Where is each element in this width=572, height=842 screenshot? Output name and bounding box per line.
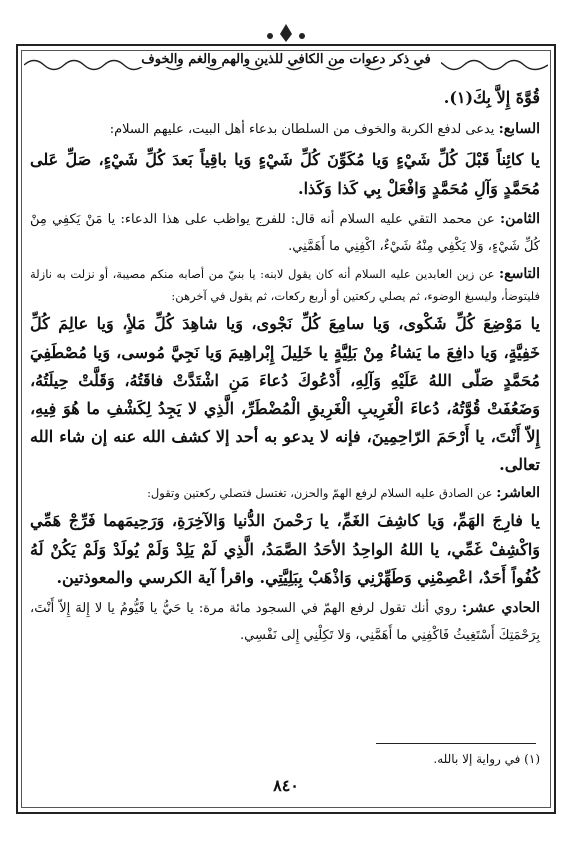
paragraph (30, 116, 540, 143)
paragraph-text: قُوَّةَ إِلاَّ بِكَ(١). (443, 88, 540, 107)
paragraph-text: عن الصادق عليه السلام لرفع الهمّ والحزن، تغتسل فتصلي ركعتين وتقول: (147, 486, 493, 500)
paragraph-text: يا كائِناً قَبْلَ كُلِّ شَيْءٍ وَيا مُكَوِّنَ كُلِّ شَيْءٍ وَيا باقِياً بَعدَ كُلِّ شَيْءٍ، صَلِّ عَلى مُحَمَّدٍ وَآلِ مُحَمَّدٍ وَافْعَلْ بِي كَذا وَكَذا. (30, 150, 540, 198)
paragraph-lead: الثامن: (500, 211, 540, 227)
running-header (24, 46, 548, 76)
footnote-separator (376, 743, 536, 744)
paragraph-text: يا فارِجَ الهَمِّ، وَيا كاشِفَ الغَمِّ، يا رَحْمنَ الدُّنيا وَالآخِرَةِ، وَرَحِيمَهما فَرِّجْ هَمِّي وَاكْشِفْ غَمِّي، يا اللهُ الواحِدُ الأحَدُ الصَّمَدُ، الَّذِي لَمْ يَلِدْ وَلَمْ يُولَدْ وَلَمْ يَكُنْ لَهُ كُفُواً أَحَدٌ، اعْصِمْنِي وَطَهِّرْنِي وَاذْهَبْ بِبَلِيَّتِي. واقرأ آية الكرسي والمعوذتين. (30, 511, 540, 587)
paragraph (30, 310, 540, 479)
paragraph (30, 206, 540, 260)
footnote: (١) في رواية إلا بالله. (433, 752, 540, 766)
paragraph-text: روي أنك تقول لرفع الهمّ في السجود مائة مرة: يا حَيُّ يا قَيُّومُ يا لا إِلهَ إِلاّ أَنْتَ، بِرَحْمَتِكَ أَسْتَغِيثُ فَاكْفِنِي ما أَهَمَّنِي، وَلا تَكِلْنِي إِلى نَفْسِي. (30, 601, 540, 643)
paragraph-lead: العاشر: (496, 485, 540, 501)
header-title: في ذكر دعوات من الكافي للذين والهم والغم والخوف (131, 52, 440, 67)
paragraph (30, 507, 540, 592)
top-ornament-icon (262, 22, 310, 44)
paragraph-lead: الحادي عشر: (461, 600, 540, 616)
paragraph-text: عن محمد التقي عليه السلام أنه قال: للفرج يواظب على هذا الدعاء: يا مَنْ يَكفِي مِنْ كُلِّ شَيْءٍ، وَلا يَكْفِي مِنْهُ شَيْءٌ، اكْفِنِي ما أَهَمَّنِي. (30, 212, 540, 254)
paragraph (30, 482, 540, 504)
paragraph (30, 84, 540, 113)
paragraph-text: يدعى لدفع الكربة والخوف من السلطان بدعاء أهل البيت، عليهم السلام: (109, 122, 495, 137)
paragraph (30, 595, 540, 649)
paragraph-text: عن زين العابدين عليه السلام أنه كان يقول لابنه: يا بنيّ من أصابه منكم مصيبة، أو نزلت به نازلة فليتوضأ، وليسبغ الوضوء، ثم يصلي ركعتين أو أربع ركعات، ثم يقول في آخرهن: (30, 267, 540, 303)
paragraph-text: يا مَوْضِعَ كُلِّ شَكْوى، وَيا سامِعَ كُلِّ نَجْوى، وَيا شاهِدَ كُلِّ مَلأٍ، وَيا عالِمَ كُلِّ خَفِيَّةٍ، وَيا دافِعَ ما يَشاءُ مِنْ بَلِيَّةٍ يا خَلِيلَ إِبْراهِيمَ وَيا نَجِيَّ مُوسى، وَيا مُصْطَفِيَ مُحَمَّدٍ صَلّى اللهُ عَلَيْهِ وَآلِهِ، أَدْعُوكَ دُعاءَ مَنِ اشْتَدَّتْ فاقَتُهُ، وَقَلَّتْ حِيلَتُهُ، وَضَعُفَتْ قُوَّتُهُ، دُعاءَ الْغَرِيبِ الْغَرِيقِ الْمُضْطَرِّ، الَّذِي لا يَجِدُ لِكَشْفِ ما هُوَ فِيهِ، إِلاّ أَنْتَ، يا أَرْحَمَ الرّاحِمِينَ، فإنه لا يدعو به أحد إلا كشف الله عنه إن شاء الله تعالى. (30, 314, 541, 474)
page-number: ٨٤٠ (273, 776, 299, 795)
paragraph (30, 263, 540, 307)
paragraph (30, 146, 540, 203)
paragraph-lead: التاسع: (499, 266, 541, 282)
paragraph-lead: السابع: (498, 121, 540, 137)
body-text (30, 84, 540, 652)
